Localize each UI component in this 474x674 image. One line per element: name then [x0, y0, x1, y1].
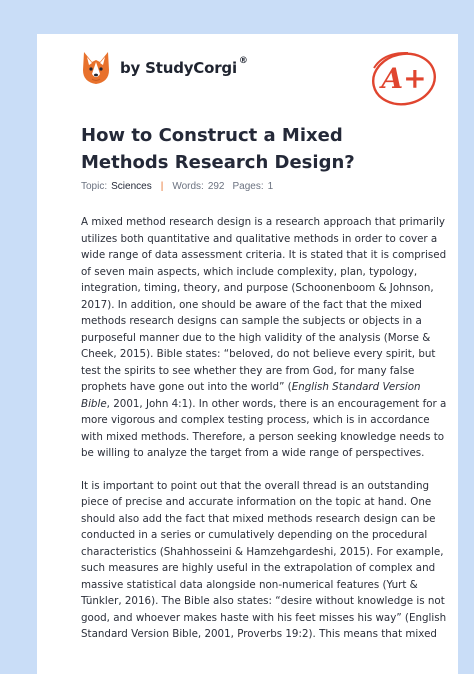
paragraph-1 [81, 214, 447, 462]
words-label: Words: [172, 181, 204, 192]
grade-text: A+ [381, 62, 427, 95]
corgi-logo-icon [81, 50, 111, 86]
paragraph-2-text: It is important to point out that the overall thread is an outstanding piece of precise and accurate information on the topic at hand. One should also add the fact that mixed methods research design can be conducted in a series or cumulatively depending on the procedural characteristics (Shahhosseini & Hamzehgardeshi, 2015). For example, such measures are highly useful in the extrapolation of complex and massive statistical data alongside non-numerical features (Yurt & Tünkler, 2016). The Bible also states: “desire without knowledge is not good, and whoever makes haste with his feet misses his way” (English Standard Version Bible, 2001, Proverbs 19:2). This means that mixed [81, 479, 447, 640]
grade-a-plus-badge [368, 46, 442, 110]
words-count: 292 [207, 181, 225, 192]
pages-label: Pages: [232, 181, 264, 192]
paragraph-1-text: A mixed method research design is a research approach that primarily utilizes both quantitative and qualitative methods in order to cover a wide range of data assessment criteria. It is stated that it is comprised of seven main aspects, which include complexity, plan, typology, integration, timing, theory, and purpose (Schoonenboom & Johnson, 2017). In addition, one should be aware of the fact that the mixed methods research designs can sample the subjects or objects in a purposeful manner due to the high validity of the analysis (Morse & Cheek, 2015). Bible states: “beloved, do not believe every spirit, but test the spirits to see whether they are from God, for many false prophets have gone out into the world” ( [81, 216, 447, 393]
registered-mark: ® [238, 56, 248, 66]
topic-label: Topic: [81, 181, 108, 192]
paragraph-2 [81, 478, 447, 643]
brand-name [120, 56, 248, 77]
paragraph-1-text-continued: , 2001, John 4:1). In other words, there is an encouragement for a more vigorous and complex testing process, which is in accordance with mixed methods. Therefore, a person seeking knowledge needs to be willing to analyze the target from a wide range of perspectives. [81, 397, 447, 459]
document-page [37, 34, 458, 674]
brand-name-text: by StudyCorgi [120, 59, 237, 77]
topic-link[interactable]: Sciences [111, 181, 152, 192]
brand-logo[interactable] [81, 50, 248, 86]
article-body [81, 214, 447, 659]
paragraph-1-citation-italic: English Standard Version Bible [81, 381, 421, 410]
article-meta [81, 181, 273, 192]
page-title: How to Construct a Mixed Methods Research Design? [81, 125, 355, 173]
pages-count: 1 [267, 181, 274, 192]
meta-separator: | [160, 181, 164, 192]
